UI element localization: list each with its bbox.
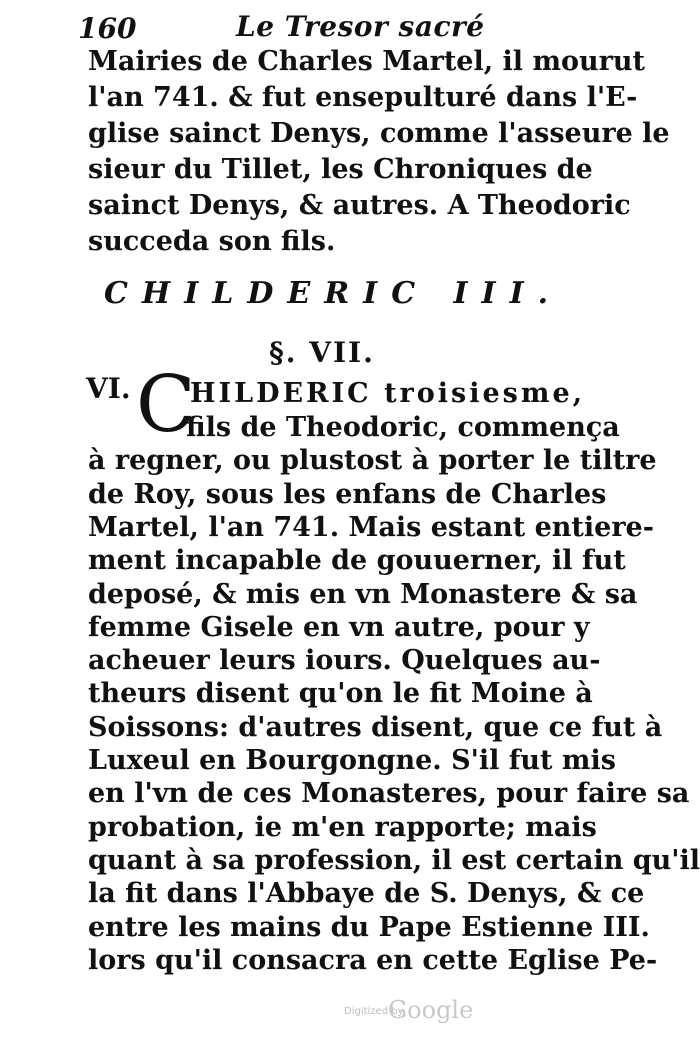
text-line: quant à sa profession, il est certain qu'il [88, 844, 700, 876]
text-line: entre les mains du Pape Estienne III. [88, 911, 650, 943]
text-line: de Roy, sous les enfans de Charles [88, 478, 607, 510]
page-number: 160 [78, 12, 137, 45]
text-line: la fit dans l'Abbaye de S. Denys, & ce [88, 878, 645, 910]
text-line: femme Gisele en vn autre, pour y [88, 611, 590, 643]
text-line: en l'vn de ces Monasteres, pour faire sa [88, 778, 690, 810]
text-line: sainct Denys, & autres. A Theodoric [88, 190, 631, 221]
watermark-caption: Digitized by [344, 1006, 404, 1017]
text-line: l'an 741. & fut ensepulturé dans l'E- [88, 82, 638, 113]
text-line: Mairies de Charles Martel, il mourut [88, 46, 645, 77]
drop-cap: C [136, 360, 196, 450]
chapter-heading: CHILDERIC III. [104, 276, 563, 311]
text-line: glise sainct Denys, comme l'asseure le [88, 118, 670, 149]
margin-numeral: VI. [86, 372, 131, 405]
text-line: Martel, l'an 741. Mais estant entiere- [88, 511, 654, 543]
text-line: deposé, & mis en vn Monastere & sa [88, 578, 638, 610]
text-line: lors qu'il consacra en cette Eglise Pe- [88, 944, 658, 976]
text-line-first: HILDERIC troisiesme, [190, 378, 586, 409]
page-header [78, 6, 538, 46]
text-line: Luxeul en Bourgongne. S'il fut mis [88, 745, 616, 776]
text-line: theurs disent qu'on le fit Moine à [88, 678, 593, 710]
text-line: Soissons: d'autres disent, que ce fut à [88, 711, 663, 743]
text-line: fils de Theodoric, commença [186, 412, 620, 443]
text-line: ment incapable de gouuerner, il fut [88, 545, 626, 577]
text-line: à regner, ou plustost à porter le tiltre [88, 445, 657, 477]
section-number: §. VII. [269, 336, 375, 369]
text-line: sieur du Tillet, les Chroniques de [88, 154, 593, 185]
text-line: succeda son fils. [88, 226, 336, 257]
text-line: acheuer leurs iours. Quelques au- [88, 645, 601, 677]
running-title: Le Tresor sacré [236, 10, 485, 43]
digitization-watermark [344, 996, 484, 1026]
text-line: probation, ie m'en rapporte; mais [88, 811, 597, 843]
google-logo: Google [388, 996, 474, 1024]
